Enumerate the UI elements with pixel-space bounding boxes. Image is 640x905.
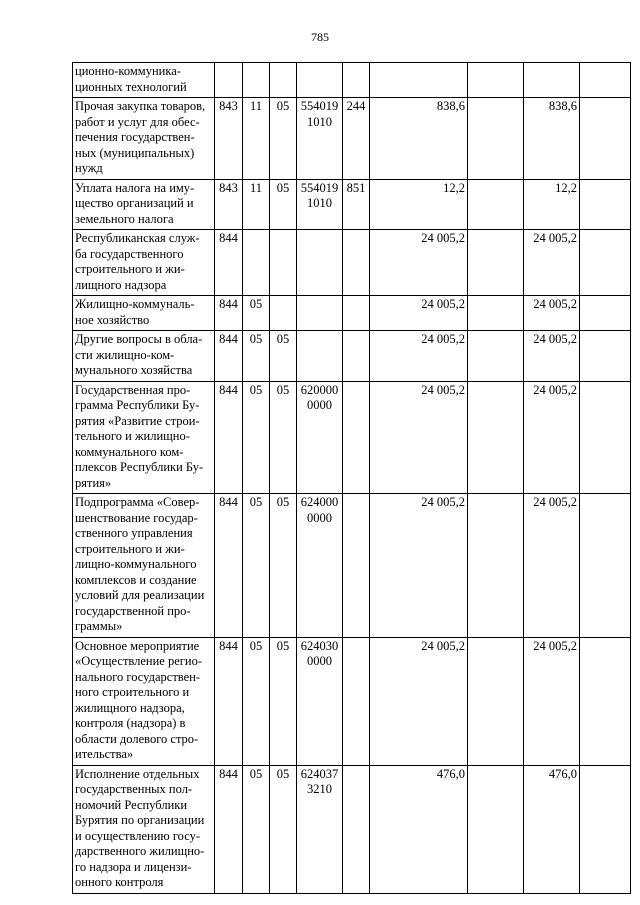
cell-amount: 24 005,2 [370, 637, 468, 765]
item-name-line: ба государственного [75, 246, 184, 261]
cell-item-name [73, 494, 215, 638]
budget-table [72, 62, 631, 894]
item-name-line: ственного управления [75, 526, 193, 540]
cell-section-code: 11 [243, 179, 270, 230]
cell-subsection-code: 05 [270, 765, 297, 893]
cell-empty [580, 98, 631, 180]
target-code-line: 624030 [300, 638, 339, 653]
table-row [73, 381, 631, 494]
item-name-line: Государственная про- [75, 382, 191, 397]
item-name-line: го надзора и лицензи- [75, 859, 192, 874]
table-body [73, 63, 631, 894]
item-name-line: строительного и жи- [75, 541, 185, 556]
item-name-line: жилищного надзора, [75, 700, 185, 715]
cell-amount: 24 005,2 [370, 331, 468, 382]
cell-total: 838,6 [524, 98, 580, 180]
cell-subsection-code: 05 [270, 98, 297, 180]
item-name-line: контроля (надзора) в [75, 716, 186, 730]
cell-empty [580, 637, 631, 765]
cell-empty [580, 179, 631, 230]
cell-amount: 24 005,2 [370, 381, 468, 494]
cell-subsection-code: 05 [270, 637, 297, 765]
target-code-line: 1010 [307, 114, 332, 129]
cell-target-code [297, 637, 343, 765]
cell-section-code: 05 [243, 381, 270, 494]
table-row [73, 179, 631, 230]
item-name-line: Другие вопросы в обла- [75, 332, 203, 346]
cell-total: 24 005,2 [524, 381, 580, 494]
cell-expense-type [343, 230, 370, 296]
cell-empty [580, 230, 631, 296]
item-name-line: Прочая закупка товаров, [75, 99, 206, 113]
cell-empty [468, 494, 524, 638]
target-code-line: 3210 [307, 782, 332, 796]
item-name-line: комплексов и создание [75, 572, 197, 587]
item-name-line: лищно-коммунального [75, 557, 197, 571]
cell-item-name [73, 98, 215, 180]
cell-section-code: 05 [243, 765, 270, 893]
cell-item-name [73, 637, 215, 765]
cell-target-code [297, 331, 343, 382]
cell-ministry-code [215, 63, 243, 98]
cell-ministry-code: 843 [215, 179, 243, 230]
cell-empty [580, 331, 631, 382]
item-name-line: шенствование государ- [75, 510, 198, 525]
cell-total: 24 005,2 [524, 296, 580, 331]
item-name-line: Уплата налога на иму- [75, 180, 195, 195]
item-name-line: ное хозяйство [75, 312, 150, 327]
item-name-line: Жилищно-коммуналь- [75, 297, 195, 311]
cell-amount [370, 63, 468, 98]
cell-item-name [73, 765, 215, 893]
table-row [73, 63, 631, 98]
cell-empty [580, 494, 631, 638]
cell-empty [468, 296, 524, 331]
item-name-line: нального государствен- [75, 669, 201, 684]
cell-empty [468, 230, 524, 296]
cell-empty [580, 63, 631, 98]
item-name-line: «Осуществление регио- [75, 654, 203, 668]
cell-empty [468, 765, 524, 893]
cell-target-code [297, 230, 343, 296]
cell-expense-type [343, 63, 370, 98]
cell-expense-type [343, 494, 370, 638]
item-name-line: печения государствен- [75, 130, 195, 144]
item-name-line: ционно-коммуника- [75, 64, 181, 78]
cell-total: 24 005,2 [524, 230, 580, 296]
item-name-line: Основное мероприятие [75, 638, 200, 653]
cell-total: 12,2 [524, 179, 580, 230]
cell-item-name [73, 63, 215, 98]
item-name-line: ных (муниципальных) [75, 145, 195, 160]
item-name-line: государственной про- [75, 603, 191, 618]
cell-empty [580, 381, 631, 494]
cell-section-code [243, 63, 270, 98]
cell-subsection-code: 05 [270, 494, 297, 638]
cell-subsection-code: 05 [270, 331, 297, 382]
cell-target-code [297, 179, 343, 230]
cell-ministry-code: 844 [215, 765, 243, 893]
table-row [73, 494, 631, 638]
cell-item-name [73, 381, 215, 494]
page-number: 785 [311, 30, 329, 44]
cell-empty [468, 63, 524, 98]
cell-item-name [73, 179, 215, 230]
item-name-line: ционных технологий [75, 79, 187, 94]
cell-amount: 24 005,2 [370, 296, 468, 331]
target-code-line: 554019 [300, 180, 339, 195]
cell-ministry-code: 844 [215, 494, 243, 638]
cell-amount: 24 005,2 [370, 230, 468, 296]
table-row [73, 98, 631, 180]
cell-total [524, 63, 580, 98]
item-name-line: Подпрограмма «Совер- [75, 495, 200, 509]
cell-section-code [243, 230, 270, 296]
item-name-line: онного контроля [75, 875, 164, 889]
cell-expense-type [343, 637, 370, 765]
cell-subsection-code [270, 230, 297, 296]
item-name-line: ного строительного и [75, 685, 190, 699]
cell-ministry-code: 844 [215, 637, 243, 765]
item-name-line: земельного налога [75, 211, 174, 226]
item-name-line: Исполнение отдельных [75, 766, 200, 781]
target-code-line: 624037 [300, 766, 339, 781]
item-name-line: Республиканская служ- [75, 231, 200, 245]
table-row [73, 230, 631, 296]
cell-target-code [297, 296, 343, 331]
cell-amount: 476,0 [370, 765, 468, 893]
cell-expense-type [343, 765, 370, 893]
cell-ministry-code: 844 [215, 296, 243, 331]
item-name-line: щество организаций и [75, 196, 194, 210]
cell-item-name [73, 331, 215, 382]
item-name-line: рятия» [75, 475, 112, 490]
cell-target-code [297, 494, 343, 638]
cell-subsection-code: 05 [270, 179, 297, 230]
cell-subsection-code [270, 296, 297, 331]
item-name-line: сти жилищно-ком- [75, 347, 175, 362]
target-code-line: 624000 [300, 495, 339, 509]
cell-empty [580, 296, 631, 331]
table-row [73, 296, 631, 331]
cell-ministry-code: 844 [215, 331, 243, 382]
target-code-line: 1010 [307, 196, 332, 210]
target-code-line: 0000 [307, 510, 332, 525]
table-row [73, 765, 631, 893]
cell-section-code: 05 [243, 637, 270, 765]
item-name-line: номочий Республики [75, 797, 188, 812]
cell-subsection-code [270, 63, 297, 98]
cell-target-code [297, 98, 343, 180]
cell-total: 24 005,2 [524, 331, 580, 382]
cell-empty [468, 381, 524, 494]
cell-expense-type: 244 [343, 98, 370, 180]
cell-expense-type: 851 [343, 179, 370, 230]
item-name-line: государственных пол- [75, 782, 193, 796]
item-name-line: лищного надзора [75, 277, 167, 292]
item-name-line: нужд [75, 161, 103, 175]
cell-amount: 24 005,2 [370, 494, 468, 638]
target-code-line: 554019 [300, 99, 339, 113]
target-code-line: 0000 [307, 654, 332, 668]
table-row [73, 331, 631, 382]
target-code-line: 0000 [307, 398, 332, 412]
cell-total: 24 005,2 [524, 494, 580, 638]
cell-subsection-code: 05 [270, 381, 297, 494]
cell-empty [468, 98, 524, 180]
item-name-line: рятия «Развитие строи- [75, 413, 200, 428]
item-name-line: строительного и жи- [75, 262, 185, 276]
cell-empty [468, 637, 524, 765]
cell-section-code: 11 [243, 98, 270, 180]
cell-empty [580, 765, 631, 893]
cell-total: 24 005,2 [524, 637, 580, 765]
cell-section-code: 05 [243, 296, 270, 331]
item-name-line: ительства» [75, 747, 134, 761]
cell-section-code: 05 [243, 494, 270, 638]
cell-amount: 838,6 [370, 98, 468, 180]
cell-empty [468, 179, 524, 230]
cell-expense-type [343, 331, 370, 382]
item-name-line: плексов Республики Бу- [75, 460, 204, 474]
table-row [73, 637, 631, 765]
item-name-line: работ и услуг для обес- [75, 114, 200, 129]
item-name-line: грамма Республики Бу- [75, 398, 200, 412]
cell-expense-type [343, 296, 370, 331]
cell-total: 476,0 [524, 765, 580, 893]
item-name-line: граммы» [75, 619, 123, 633]
cell-item-name [73, 296, 215, 331]
cell-amount: 12,2 [370, 179, 468, 230]
cell-target-code [297, 765, 343, 893]
cell-section-code: 05 [243, 331, 270, 382]
cell-target-code [297, 63, 343, 98]
cell-target-code [297, 381, 343, 494]
target-code-line: 620000 [300, 382, 339, 397]
item-name-line: области долевого стро- [75, 731, 199, 746]
cell-empty [468, 331, 524, 382]
cell-ministry-code: 844 [215, 381, 243, 494]
item-name-line: Бурятия по организации [75, 813, 205, 827]
cell-ministry-code: 843 [215, 98, 243, 180]
cell-ministry-code: 844 [215, 230, 243, 296]
cell-expense-type [343, 381, 370, 494]
item-name-line: дарственного жилищно- [75, 844, 205, 858]
item-name-line: коммунального ком- [75, 444, 184, 459]
item-name-line: и осуществлению госу- [75, 828, 201, 843]
item-name-line: мунального хозяйства [75, 363, 193, 377]
item-name-line: условий для реализации [75, 588, 205, 602]
cell-item-name [73, 230, 215, 296]
item-name-line: тельного и жилищно- [75, 429, 190, 443]
